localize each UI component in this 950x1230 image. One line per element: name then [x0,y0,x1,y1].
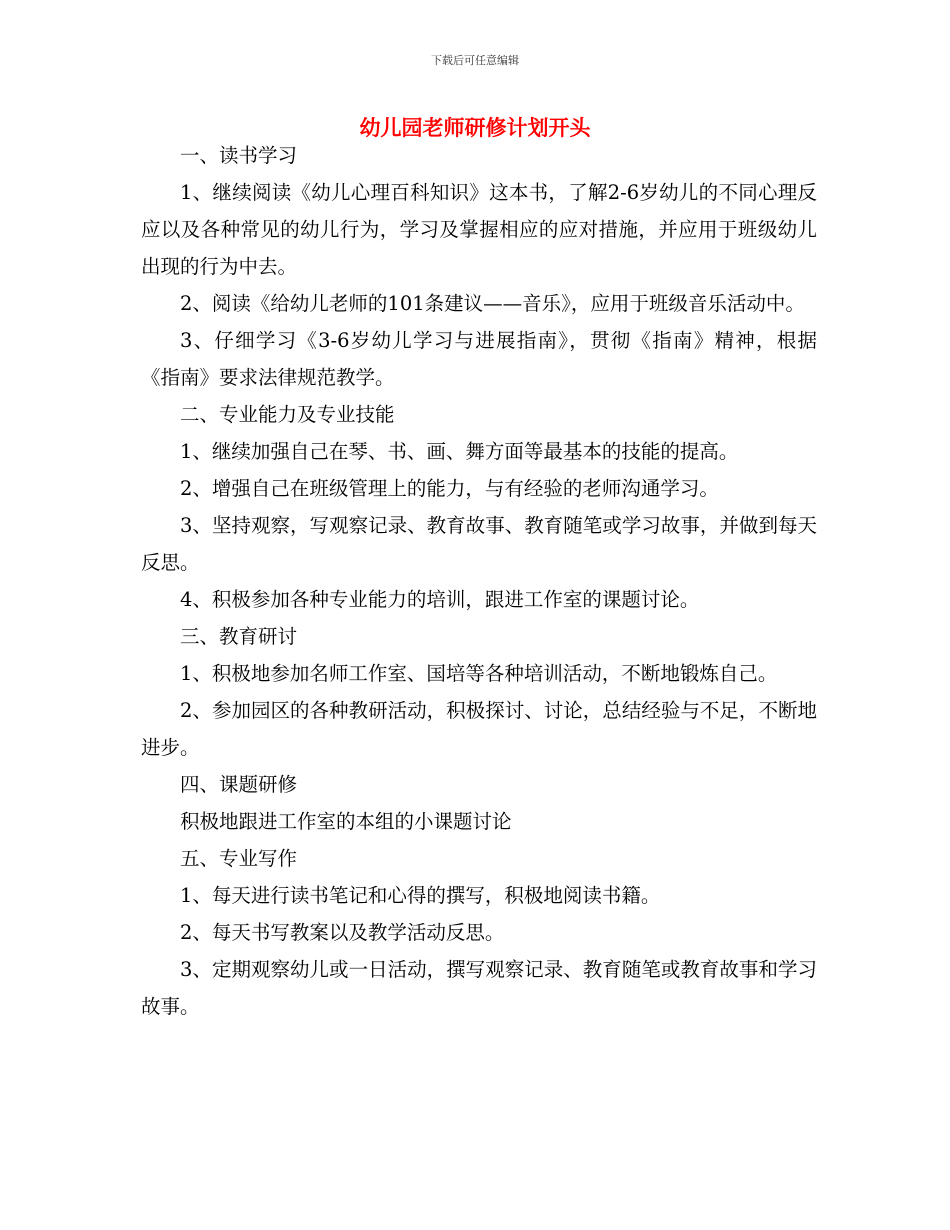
paragraph: 1、继续加强自己在琴、书、画、舞方面等最基本的技能的提高。 [180,440,739,463]
document-title: 幼儿园老师研修计划开头 [359,116,591,140]
paragraph: 2、增强自己在班级管理上的能力，与有经验的老师沟通学习。 [180,477,719,500]
section-heading-topic: 四、课题研修 [180,773,298,796]
paragraph: 3、仔细学习《3-6岁幼儿学习与进展指南》，贯彻《指南》精神，根据《指南》要求法律规范教学。 [141,329,817,389]
section-heading-reading: 一、读书学习 [180,144,298,167]
paragraph: 1、积极地参加名师工作室、国培等各种培训活动，不断地锻炼自己。 [180,662,778,685]
section-heading-skills: 二、专业能力及专业技能 [180,403,395,426]
paragraph: 积极地跟进工作室的本组的小课题讨论 [180,810,512,833]
paragraph: 2、阅读《给幼儿老师的101条建议——音乐》，应用于班级音乐活动中。 [180,292,805,315]
paragraph: 1、继续阅读《幼儿心理百科知识》这本书，了解2-6岁幼儿的不同心理反应以及各种常见的幼儿行为，学习及掌握相应的应对措施，并应用于班级幼儿出现的行为中去。 [141,181,817,278]
paragraph: 1、每天进行读书笔记和心得的撰写，积极地阅读书籍。 [180,884,661,907]
page-header-note: 下载后可任意编辑 [431,54,519,67]
section-heading-research: 三、教育研讨 [180,625,298,648]
paragraph: 2、参加园区的各种教研活动，积极探讨、讨论，总结经验与不足，不断地进步。 [141,699,817,759]
document-body [141,137,817,1025]
paragraph: 3、定期观察幼儿或一日活动，撰写观察记录、教育随笔或教育故事和学习故事。 [141,958,817,1018]
paragraph: 2、每天书写教案以及教学活动反思。 [180,921,505,944]
paragraph: 4、积极参加各种专业能力的培训，跟进工作室的课题讨论。 [180,588,700,611]
paragraph: 3、坚持观察，写观察记录、教育故事、教育随笔或学习故事，并做到每天反思。 [141,514,817,574]
section-heading-writing: 五、专业写作 [180,847,298,870]
